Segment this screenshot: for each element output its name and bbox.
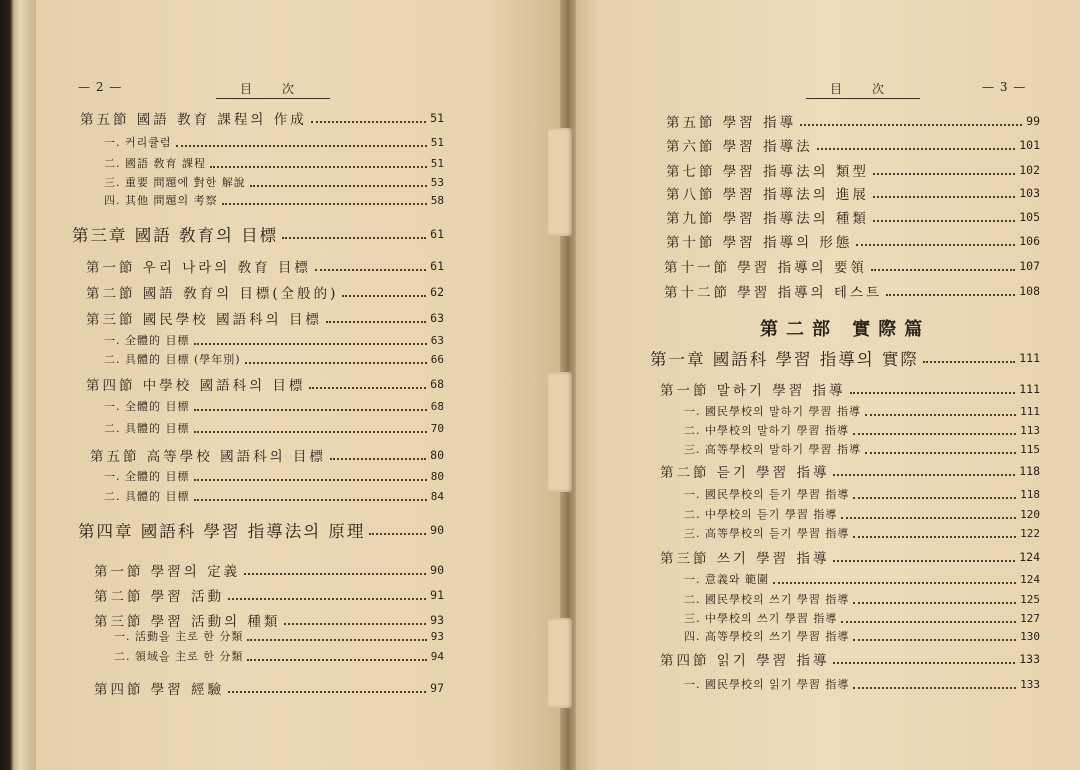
toc-entry-title: 三. 中學校의 쓰기 學習 指導 [684,612,838,625]
dot-leader [194,499,427,501]
toc-section-entry [664,281,1040,301]
toc-entry-title: 第五節 學習 指導 [666,115,797,131]
toc-entry-title: 第二節 듣기 學習 指導 [660,465,830,481]
toc-entry-title: 第四節 中學校 國語科의 目標 [86,378,306,394]
toc-page-number: 51 [430,156,444,170]
toc-section-entry [86,308,444,328]
toc-section-entry [90,445,444,465]
toc-entry-title: 二. 具體的 目標 [104,422,190,435]
dot-leader [873,173,1015,175]
toc-section-entry [666,207,1040,227]
toc-subsection-entry [684,420,1040,440]
toc-subsection-entry [684,484,1040,504]
toc-page-number: 68 [430,377,444,391]
toc-entry-title: 二. 領域을 主로 한 分類 [114,650,244,663]
toc-section-entry [94,560,444,580]
left-page-number: — 2 — [78,80,123,94]
toc-page-number: 61 [430,259,444,273]
toc-page-number: 122 [1020,526,1040,540]
dot-leader [194,479,427,481]
toc-subsection-entry [104,396,444,416]
dot-leader [176,145,427,147]
toc-entry-title: 三. 重要 問題에 對한 解說 [104,176,246,189]
toc-section-entry [666,111,1040,131]
dot-leader [330,458,426,460]
toc-page-number: 80 [430,448,444,462]
toc-entry-title: 第三節 學習 活動의 種類 [94,614,281,630]
toc-entry-title: 第六節 學習 指導法 [666,139,813,155]
toc-page-number: 107 [1019,259,1040,273]
toc-subsection-entry [684,674,1040,694]
toc-subsection-entry [104,330,444,350]
dot-leader [244,573,426,575]
toc-entry-title: 第二節 學習 活動 [94,589,225,605]
toc-page-number: 51 [430,135,444,149]
toc-page-number: 111 [1020,404,1040,418]
toc-section-entry [94,678,444,698]
gutter-tab [548,618,572,708]
toc-entry-title: 第五節 高等學校 國語科의 目標 [90,449,326,465]
dot-leader [833,560,1015,562]
toc-entry-title: 二. 中學校의 듣기 學習 指導 [684,508,838,521]
toc-entry-title: 一. 意義와 範圍 [684,573,770,586]
dot-leader [250,185,427,187]
toc-page-number: 61 [430,227,444,241]
toc-subsection-entry [104,153,444,173]
toc-page-number: 51 [430,111,444,125]
toc-subsection-entry [104,418,444,438]
gutter-tab [548,372,572,492]
toc-entry-title: 三. 高等學校의 듣기 學習 指導 [684,527,850,540]
toc-subsection-entry [684,401,1040,421]
dot-leader [886,294,1015,296]
dot-leader [194,409,427,411]
dot-leader [841,517,1016,519]
toc-section-entry [86,256,444,276]
toc-section-entry [86,374,444,394]
toc-subsection-entry [104,132,444,152]
toc-entry-title: 第四章 國語科 學習 指導法의 原理 [78,522,366,541]
toc-subsection-entry [104,486,444,506]
toc-page-number: 58 [430,193,444,207]
dot-leader [865,452,1016,454]
toc-entry-title: 第十一節 學習 指導의 要領 [664,260,867,276]
toc-page-number: 120 [1020,507,1040,521]
toc-subsection-entry [684,504,1040,524]
toc-entry-title: 第一節 말하기 學習 指導 [660,383,846,399]
dot-leader [773,582,1016,584]
toc-entry-title: 第十節 學習 指導의 形態 [666,235,853,251]
toc-subsection-entry [684,523,1040,543]
toc-entry-title: 第三節 쓰기 學習 指導 [660,551,830,567]
toc-entry-title: 二. 國民學校의 쓰기 學習 指導 [684,593,850,606]
toc-section-entry [86,282,444,302]
toc-page-number: 105 [1019,210,1040,224]
toc-subsection-entry [684,589,1040,609]
toc-page-number: 93 [430,613,444,627]
toc-entry-title: 一. 全體的 目標 [104,400,190,413]
dot-leader [817,148,1016,150]
toc-page-number: 111 [1019,382,1040,396]
toc-subsection-entry [104,190,444,210]
toc-section-entry [80,108,444,128]
toc-section-entry [660,461,1040,481]
toc-page-number: 125 [1020,592,1040,606]
toc-subsection-entry [684,626,1040,646]
toc-page-number: 108 [1019,284,1040,298]
toc-page-number: 62 [430,285,444,299]
toc-section-entry [660,649,1040,669]
toc-section-entry [666,160,1040,180]
dot-leader [194,343,427,345]
toc-section-entry [660,379,1040,399]
toc-page-number: 118 [1019,464,1040,478]
toc-subsection-entry [104,349,444,369]
toc-page-number: 90 [430,523,444,537]
toc-entry-title: 四. 高等學校의 쓰기 學習 指導 [684,630,850,643]
toc-page-number: 111 [1019,351,1040,365]
toc-page-number: 66 [430,352,444,366]
dot-leader [222,203,427,205]
dot-leader [210,166,427,168]
toc-page-number: 133 [1020,677,1040,691]
dot-leader [284,623,426,625]
dot-leader [853,602,1016,604]
page-edge [0,0,36,770]
dot-leader [228,691,426,693]
dot-leader [247,659,426,661]
dot-leader [194,431,427,433]
toc-chapter-entry [650,348,1040,368]
toc-page-number: 53 [430,175,444,189]
toc-subsection-entry [104,466,444,486]
dot-leader [342,295,426,297]
toc-page-number: 93 [430,629,444,643]
gutter-tab [548,128,572,236]
dot-leader [856,244,1015,246]
toc-entry-title: 一. 活動을 主로 한 分類 [114,630,244,643]
dot-leader [853,497,1016,499]
toc-page-number: 80 [430,469,444,483]
toc-entry-title: 一. 國民學校의 말하기 學習 指導 [684,405,861,418]
dot-leader [315,269,426,271]
toc-subsection-entry [684,569,1040,589]
dot-leader [853,433,1016,435]
toc-entry-title: 一. 커리큘럼 [104,136,172,149]
toc-page-number: 84 [430,489,444,503]
toc-entry-title: 第一節 우리 나라의 敎育 目標 [86,260,311,276]
dot-leader [841,621,1016,623]
toc-section-entry [666,183,1040,203]
toc-entry-title: 二. 具體的 目標 [104,490,190,503]
dot-leader [800,124,1022,126]
toc-section-entry [660,547,1040,567]
toc-entry-title: 第四節 읽기 學習 指導 [660,653,830,669]
toc-entry-title: 四. 其他 問題의 考察 [104,194,218,207]
toc-page-number: 102 [1019,163,1040,177]
toc-entry-title: 第十二節 學習 指導의 테스트 [664,285,883,301]
dot-leader [369,533,426,535]
dot-leader [311,121,426,123]
dot-leader [282,237,426,239]
toc-section-entry [94,585,444,605]
toc-section-entry [664,256,1040,276]
left-running-title: 目次 [216,80,330,99]
toc-subsection-entry [104,172,444,192]
toc-entry-title: 三. 高等學校의 말하기 學習 指導 [684,443,861,456]
dot-leader [923,361,1015,363]
toc-subsection-entry [114,646,444,666]
toc-section-entry [666,231,1040,251]
toc-entry-title: 第一節 學習의 定義 [94,564,241,580]
toc-entry-title: 第三節 國民學校 國語科의 目標 [86,312,322,328]
toc-page-number: 68 [430,399,444,413]
toc-entry-title: 一. 國民學校의 듣기 學習 指導 [684,488,850,501]
toc-subsection-entry [684,439,1040,459]
toc-entry-title: 一. 全體的 目標 [104,470,190,483]
dot-leader [873,196,1015,198]
toc-chapter-entry [72,224,444,244]
toc-entry-title: 第三章 國語 敎育의 目標 [72,226,279,245]
dot-leader [871,269,1015,271]
toc-page-number: 130 [1020,629,1040,643]
toc-chapter-entry [78,520,444,540]
dot-leader [850,392,1016,394]
dot-leader [833,474,1015,476]
dot-leader [309,387,426,389]
right-running-title: 目次 [806,80,920,99]
dot-leader [326,321,426,323]
toc-entry-title: 二. 具體的 目標 (學年別) [104,353,241,366]
toc-page-number: 103 [1019,186,1040,200]
toc-page-number: 118 [1020,487,1040,501]
dot-leader [865,414,1016,416]
toc-entry-title: 第四節 學習 經驗 [94,682,225,698]
toc-page-number: 94 [430,649,444,663]
toc-page-number: 63 [430,311,444,325]
toc-subsection-entry [684,608,1040,628]
toc-page-number: 106 [1019,234,1040,248]
part-title: 第二部 實際篇 [760,319,931,340]
toc-page-number: 70 [430,421,444,435]
toc-section-entry [666,135,1040,155]
toc-page-number: 133 [1019,652,1040,666]
toc-page-number: 124 [1019,550,1040,564]
toc-entry-title: 第八節 學習 指導法의 進展 [666,187,869,203]
toc-page-number: 99 [1026,114,1040,128]
toc-page-number: 97 [430,681,444,695]
dot-leader [247,639,426,641]
dot-leader [853,639,1016,641]
toc-subsection-entry [114,626,444,646]
toc-page-number: 113 [1020,423,1040,437]
dot-leader [853,687,1016,689]
toc-entry-title: 二. 國語 敎育 課程 [104,157,206,170]
toc-entry-title: 第五節 國語 教育 課程의 作成 [80,112,307,128]
toc-page-number: 101 [1019,138,1040,152]
toc-entry-title: 第一章 國語科 學習 指導의 實際 [650,350,919,369]
dot-leader [245,362,427,364]
dot-leader [228,598,426,600]
toc-page-number: 127 [1020,611,1040,625]
dot-leader [873,220,1015,222]
toc-entry-title: 二. 中學校의 말하기 學習 指導 [684,424,849,437]
toc-page-number: 63 [430,333,444,347]
right-page-number: — 3 — [982,80,1027,94]
toc-entry-title: 第二節 國語 敎育의 目標(全般的) [86,286,339,302]
toc-entry-title: 第九節 學習 指導法의 種類 [666,211,869,227]
dot-leader [833,662,1015,664]
toc-entry-title: 第七節 學習 指導法의 類型 [666,164,869,180]
toc-entry-title: 一. 國民學校의 읽기 學習 指導 [684,678,850,691]
dot-leader [853,536,1016,538]
toc-page-number: 124 [1020,572,1040,586]
toc-page-number: 91 [430,588,444,602]
toc-page-number: 90 [430,563,444,577]
toc-page-number: 115 [1020,442,1040,456]
toc-entry-title: 一. 全體的 目標 [104,334,190,347]
